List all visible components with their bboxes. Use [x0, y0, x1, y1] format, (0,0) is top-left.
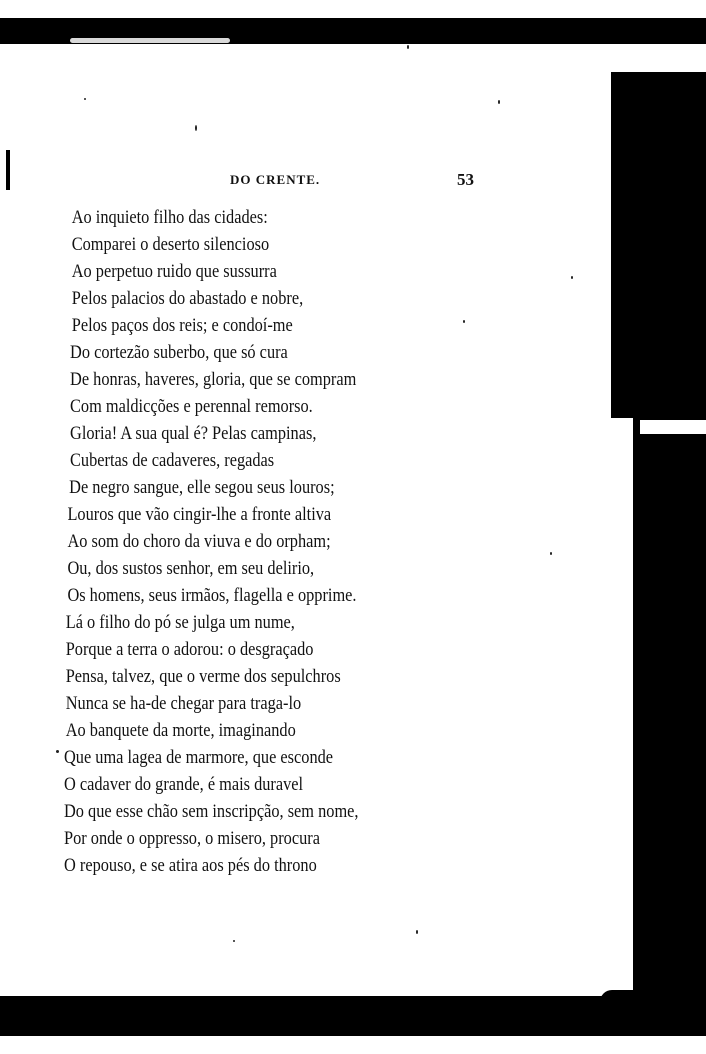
poem-line: Ao som do choro da viuva e do orpham;	[67, 531, 331, 552]
scan-speck	[195, 125, 197, 131]
page-number: 53	[457, 170, 474, 189]
scan-border-right-upper	[611, 72, 706, 418]
scan-border-right-lower	[633, 418, 706, 998]
scan-border-right-tab	[611, 72, 677, 116]
poem-line: De honras, haveres, gloria, que se compram	[70, 369, 357, 390]
poem-line: Por onde o oppresso, o misero, procura	[64, 828, 320, 849]
poem-line: Porque a terra o adorou: o desgraçado	[65, 639, 314, 660]
scan-speck	[233, 940, 235, 942]
scan-speck	[416, 930, 418, 934]
poem-line: Comparei o deserto silencioso	[71, 234, 270, 255]
scan-speck	[56, 750, 59, 753]
poem-line: Ao banquete da morte, imaginando	[65, 720, 296, 741]
poem-line: Ao inquieto filho das cidades:	[71, 207, 268, 228]
poem-line: O cadaver do grande, é mais duravel	[64, 774, 304, 795]
poem-line: Cubertas de cadaveres, regadas	[70, 450, 275, 471]
poem-line: Que uma lagea de marmore, que esconde	[64, 747, 334, 768]
poem-line: Lá o filho do pó se julga um nume,	[65, 612, 295, 633]
poem-line: O repouso, e se atira aos pés do throno	[64, 855, 317, 876]
scan-border-notch	[640, 420, 706, 434]
scan-mark-left	[6, 150, 10, 190]
scan-speck	[463, 320, 465, 323]
scan-speck	[571, 276, 573, 279]
poem-line: Louros que vão cingir-lhe a fronte altiva	[67, 504, 332, 525]
poem-text	[64, 204, 408, 879]
scan-speck	[498, 100, 500, 104]
scan-speck	[550, 552, 552, 555]
running-head: DO CRENTE.	[230, 172, 321, 187]
poem-line: Os homens, seus irmãos, flagella e opprime.	[67, 585, 357, 606]
poem-line: Pelos paços dos reis; e condoí-me	[71, 315, 293, 336]
scan-speck	[407, 45, 409, 49]
poem-line: Ou, dos sustos senhor, em seu delirio,	[67, 558, 315, 579]
poem-line: Pensa, talvez, que o verme dos sepulchros	[65, 666, 341, 687]
scan-streak	[70, 38, 230, 43]
scan-border-bottom	[0, 996, 706, 1036]
poem-line: Nunca se ha-de chegar para traga-lo	[65, 693, 302, 714]
poem-line: Do cortezão suberbo, que só cura	[70, 342, 288, 363]
scan-speck	[84, 98, 86, 100]
poem-line: Pelos palacios do abastado e nobre,	[71, 288, 304, 309]
poem-line: Do que esse chão sem inscripção, sem nome,	[64, 801, 359, 822]
poem-line: De negro sangue, elle segou seus louros;	[69, 477, 335, 498]
poem-line: Gloria! A sua qual é? Pelas campinas,	[70, 423, 317, 444]
poem-line: Com maldicções e perennal remorso.	[70, 396, 313, 417]
poem-line: Ao perpetuo ruido que sussurra	[71, 261, 277, 282]
